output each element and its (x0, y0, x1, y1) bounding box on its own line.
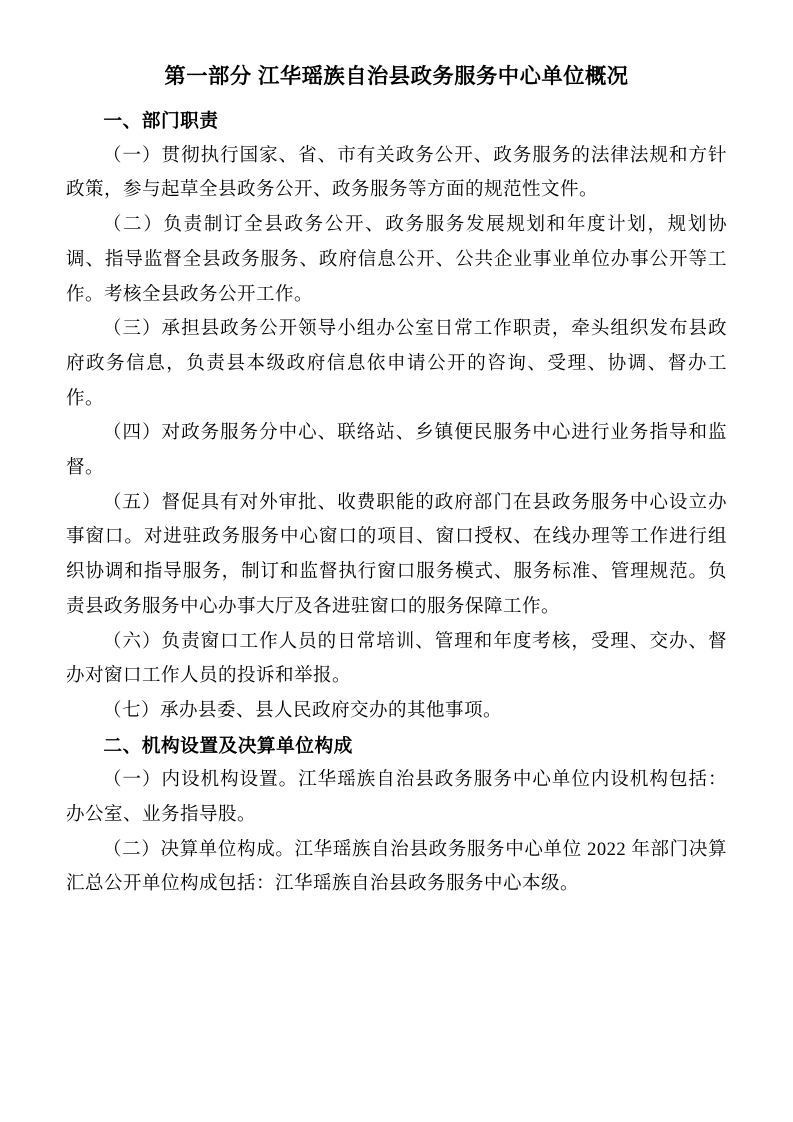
paragraph-duty-2: （二）负责制订全县政务公开、政务服务发展规划和年度计划，规划协调、指导监督全县政务服务、政府信息公开、公共企业事业单位办事公开等工作。考核全县政务公开工作。 (66, 215, 727, 305)
paragraph-duty-4: （四）对政务服务分中心、联络站、乡镇便民服务中心进行业务指导和监督。 (66, 423, 727, 479)
paragraph-structure-1: （一）内设机构设置。江华瑶族自治县政务服务中心单位内设机构包括：办公室、业务指导股。 (66, 770, 727, 826)
paragraph-duty-3: （三）承担县政务公开领导小组办公室日常工作职责，牵头组织发布县政府政务信息，负责县本级政府信息依申请公开的咨询、受理、协调、督办工作。 (66, 319, 727, 409)
paragraph-structure-2: （二）决算单位构成。江华瑶族自治县政务服务中心单位 2022 年部门决算汇总公开单位构成包括：江华瑶族自治县政务服务中心本级。 (66, 839, 727, 895)
section-heading-duties: 一、部门职责 (103, 110, 219, 131)
doc-title: 第一部分 江华瑶族自治县政务服务中心单位概况 (164, 64, 629, 88)
paragraph-duty-6: （六）负责窗口工作人员的日常培训、管理和年度考核，受理、交办、督办对窗口工作人员的投诉和举报。 (66, 631, 727, 687)
paragraph-duty-1: （一）贯彻执行国家、省、市有关政务公开、政务服务的法律法规和方针政策，参与起草全县政务公开、政务服务等方面的规范性文件。 (66, 145, 727, 201)
paragraph-duty-7: （七）承办县委、县人民政府交办的其他事项。 (103, 700, 503, 721)
paragraph-duty-5: （五）督促具有对外审批、收费职能的政府部门在县政务服务中心设立办事窗口。对进驻政务服务中心窗口的项目、窗口授权、在线办理等工作进行组织协调和指导服务，制订和监督执行窗口服务模式、服务标准、管理规范。负责县政务服务中心办事大厅及各进驻窗口的服务保障工作。 (66, 492, 727, 617)
section-heading-structure: 二、机构设置及决算单位构成 (103, 734, 353, 756)
